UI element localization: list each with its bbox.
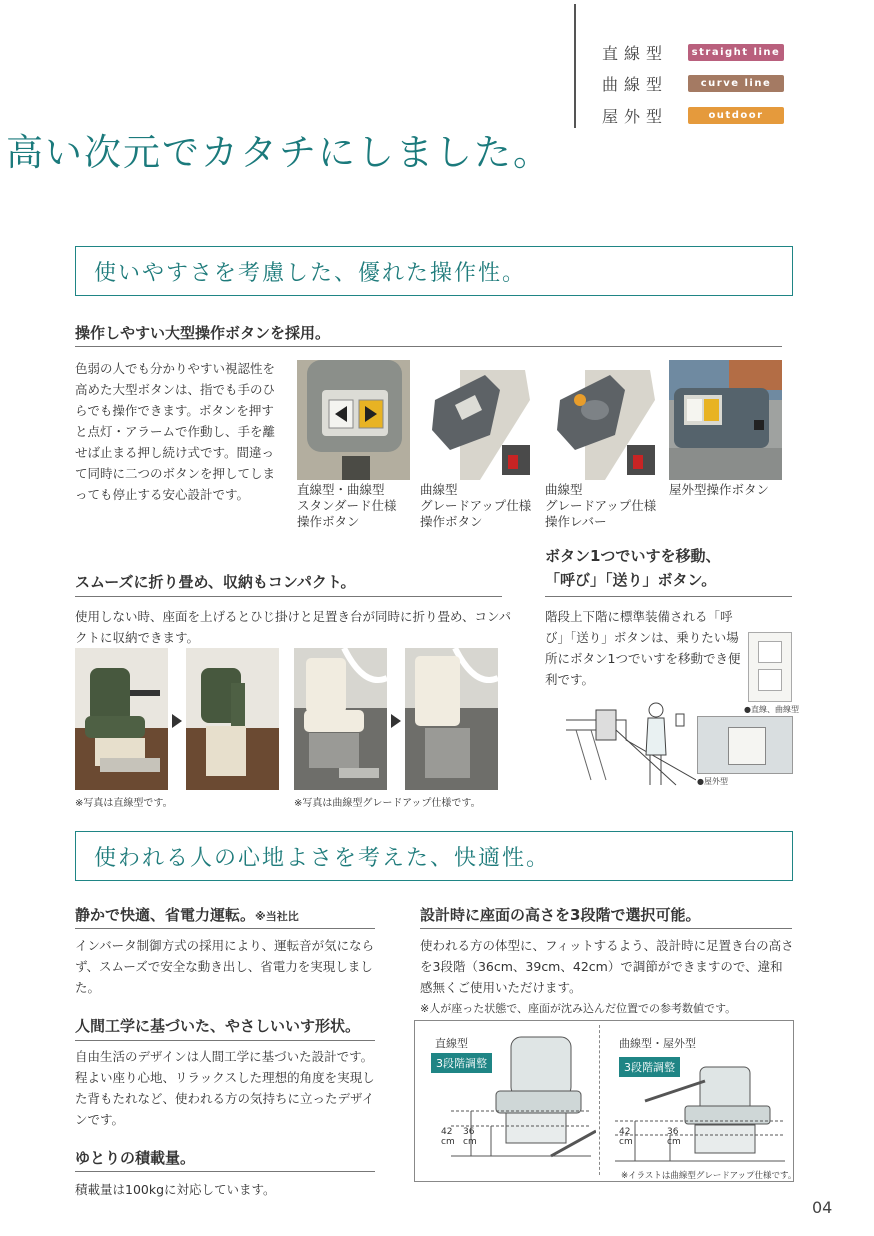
- divider: [420, 928, 792, 929]
- quiet-heading-text: 静かで快適、省電力運転。: [75, 906, 256, 924]
- photo-outdoor-button: [669, 360, 782, 480]
- legend-label: 直線型: [602, 43, 669, 63]
- buttons-heading: 操作しやすい大型操作ボタンを採用。: [75, 324, 331, 342]
- ergo-body: 自由生活のデザインは人間工学に基づいた設計です。程よい座り心地、リラックスした理想的角度を実現した背もたれなど、使われる方の気持ちに立ったデザインです。: [75, 1049, 375, 1127]
- height-heading: 設計時に座面の高さを3段階で選択可能。: [420, 906, 701, 924]
- height-diagram: [414, 1020, 797, 1182]
- section-header-comfort: [75, 831, 793, 881]
- quiet-body: インバータ制御方式の採用により、運転音が気にならず、スムーズで安全な動き出し、省電力を実現しました。: [75, 938, 375, 995]
- legend-tag: outdoor: [688, 107, 784, 124]
- diagram-42-right: 42 cm: [619, 1127, 633, 1147]
- photo-fold-straight-open: [75, 648, 168, 790]
- legend-straight: [602, 40, 784, 64]
- diagram-36-right: 36 cm: [667, 1127, 681, 1147]
- photo-fold-curve-open: [294, 648, 387, 790]
- diagram-label-curve-outdoor: 曲線型・屋外型: [619, 1037, 696, 1050]
- fold-heading: スムーズに折り畳め、収納もコンパクト。: [75, 573, 356, 591]
- diagram-36-left: 36 cm: [463, 1127, 477, 1147]
- photo-upgrade-lever: [545, 360, 658, 480]
- load-body: 積載量は100kgに対応しています。: [75, 1182, 276, 1197]
- divider: [75, 1040, 375, 1041]
- divider: [75, 346, 782, 347]
- label-indoor-switch: ●直線、曲線型: [744, 705, 799, 714]
- caption-outdoor-button: 屋外型操作ボタン: [669, 482, 770, 497]
- photo-standard-button: [297, 360, 410, 480]
- divider: [75, 928, 375, 929]
- call-heading-1: ボタン1つでいすを移動、: [545, 547, 721, 565]
- diagram-42-left: 42 cm: [441, 1127, 455, 1147]
- page-title: 高い次元でカタチにしました。: [6, 131, 552, 174]
- call-switch-outdoor: [697, 716, 793, 774]
- diagram-tag-right: 3段階調整: [619, 1057, 680, 1077]
- caption-upgrade-button: 曲線型 グレードアップ仕様 操作ボタン: [420, 482, 532, 529]
- call-body: 階段上下階に標準装備される「呼び」「送り」ボタンは、乗りたい場所にボタン1つでいすを移動でき便利です。: [545, 609, 741, 687]
- legend-tag: straight line: [688, 44, 784, 61]
- chair-illustration-curve: [615, 1061, 790, 1176]
- height-note: ※人が座った状態で、座面が沈み込んだ位置での参考数値です。: [420, 1002, 737, 1015]
- diagram-tag-left: 3段階調整: [431, 1053, 492, 1073]
- legend-tag: curve line: [688, 75, 784, 92]
- fold-note-curve: ※写真は曲線型グレードアップ仕様です。: [294, 798, 481, 809]
- section-header-text: 使われる人の心地よさを考えた、快適性。: [94, 846, 551, 871]
- divider: [545, 596, 792, 597]
- label-outdoor-switch: ●屋外型: [697, 777, 728, 786]
- height-body: 使われる方の体型に、フィットするよう、設計時に足置き台の高さを3段階（36cm、39cm、42cm）で調節ができますので、違和感無くご使用いただけます。: [420, 938, 794, 995]
- photo-fold-straight-closed: [186, 648, 279, 790]
- call-illustration: [566, 700, 696, 790]
- buttons-body: 色弱の人でも分かりやすい視認性を高めた大型ボタンは、指でも手のひらでも操作できます。ボタンを押すと点灯・アラームで作動し、手を離せば止まる押し続け式です。間違って同時に二つのボタンを押してしまっても停止する安心設計です。: [75, 361, 276, 502]
- photo-fold-curve-closed: [405, 648, 498, 790]
- legend-label: 屋外型: [602, 106, 669, 126]
- diagram-label-straight: 直線型: [435, 1037, 468, 1050]
- legend-divider: [574, 4, 576, 128]
- diagram-divider: [599, 1025, 600, 1175]
- quiet-heading: [75, 904, 299, 925]
- photo-upgrade-button: [420, 360, 533, 480]
- page-number: 04: [812, 1198, 833, 1217]
- caption-standard-button: 直線型・曲線型 スタンダード仕様 操作ボタン: [297, 482, 397, 529]
- call-heading-2: 「呼び」「送り」ボタン。: [545, 571, 717, 589]
- divider: [75, 596, 502, 597]
- fold-note-straight: ※写真は直線型です。: [75, 798, 173, 809]
- legend-outdoor: [602, 103, 784, 127]
- diagram-footnote: ※イラストは曲線型グレードアップ仕様です。: [621, 1171, 797, 1181]
- fold-body: 使用しない時、座面を上げるとひじ掛けと足置き台が同時に折り畳め、コンパクトに収納できます。: [75, 609, 512, 645]
- load-heading: ゆとりの積載量。: [75, 1149, 196, 1167]
- section-header-text: 使いやすさを考慮した、優れた操作性。: [94, 261, 527, 286]
- legend-curve: [602, 71, 784, 95]
- arrow-right-icon: [391, 714, 401, 728]
- arrow-right-icon: [172, 714, 182, 728]
- divider: [75, 1171, 375, 1172]
- ergo-heading: 人間工学に基づいた、やさしいいす形状。: [75, 1017, 361, 1035]
- section-header-usability: [75, 246, 793, 296]
- caption-upgrade-lever: 曲線型 グレードアップ仕様 操作レバー: [545, 482, 657, 529]
- legend-label: 曲線型: [602, 74, 669, 94]
- call-switch-indoor: [748, 632, 792, 702]
- quiet-heading-note: ※当社比: [255, 910, 299, 923]
